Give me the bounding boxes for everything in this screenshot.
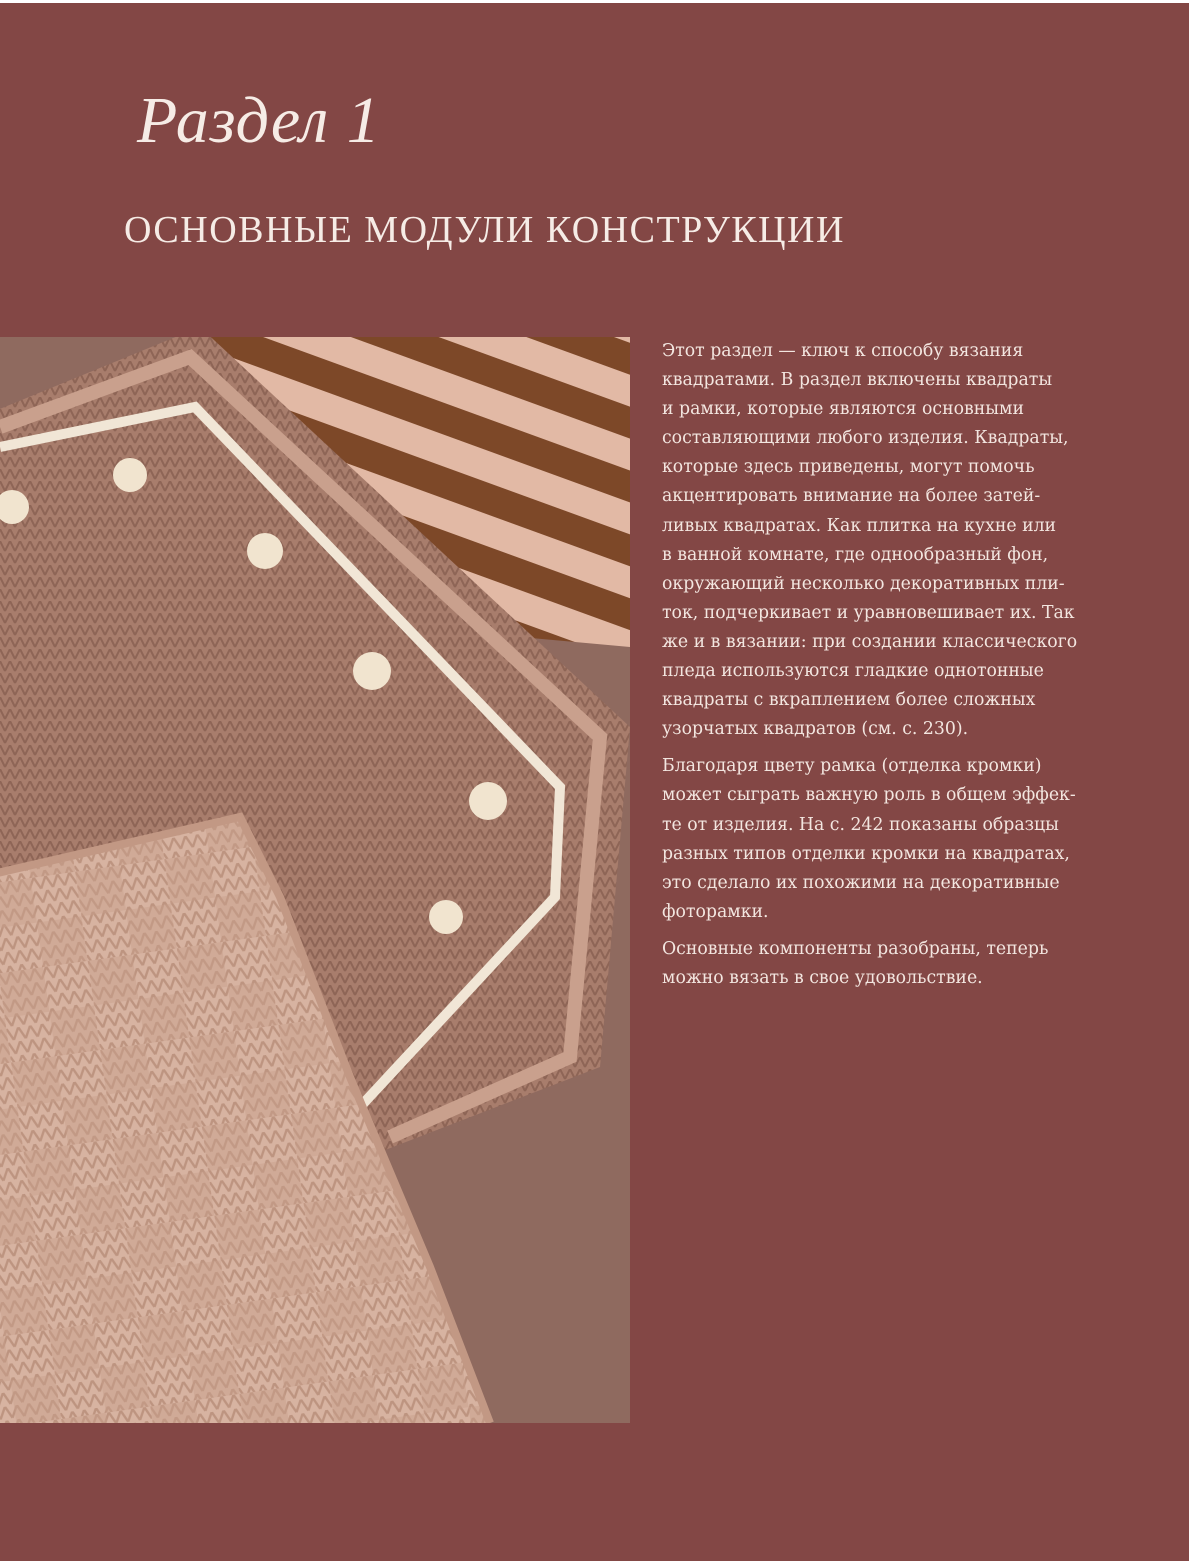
paragraph-1: [662, 337, 1102, 744]
text-line: и рамки, которые являются основными: [662, 399, 1024, 420]
text-line: Благодаря цвету рамка (отделка кромки): [662, 756, 1042, 777]
text-line: акцентировать внимание на более затей-: [662, 486, 1041, 507]
text-line: составляющими любого изделия. Квадраты,: [662, 428, 1069, 449]
text-line: Основные компоненты разобраны, теперь: [662, 938, 1049, 959]
text-line: Этот раздел — ключ к способу вязания: [662, 341, 1024, 361]
text-line: окружающий несколько декоративных пли-: [662, 573, 1065, 594]
section-title: ОСНОВНЫЕ МОДУЛИ КОНСТРУКЦИИ: [124, 209, 845, 251]
paragraph-2: [662, 752, 1102, 927]
text-line: ливых квадратах. Как плитка на кухне или: [662, 515, 1057, 536]
text-line: квадраты с вкраплением более сложных: [662, 690, 1036, 711]
text-line: которые здесь приведены, могут помочь: [662, 457, 1035, 478]
body-text: [662, 337, 1102, 1001]
text-line: пледа используются гладкие однотонные: [662, 661, 1044, 682]
text-line: фоторамки.: [662, 901, 769, 922]
paragraph-3: [662, 935, 1102, 993]
page: [0, 3, 1189, 1561]
text-line: узорчатых квадратов (см. с. 230).: [662, 719, 969, 740]
text-line: разных типов отделки кромки на квадратах,: [662, 843, 1070, 864]
section-label: Раздел 1: [137, 84, 381, 157]
text-line: может сыграть важную роль в общем эффек-: [662, 785, 1076, 806]
knitted-squares-photo: [0, 337, 630, 1423]
text-line: же и в вязании: при создании классического: [662, 631, 1078, 652]
text-line: ток, подчеркивает и уравновешивает их. Так: [662, 602, 1075, 623]
text-line: квадратами. В раздел включены квадраты: [662, 370, 1053, 391]
text-line: можно вязать в свое удовольствие.: [662, 967, 983, 988]
text-line: в ванной комнате, где однообразный фон,: [662, 544, 1049, 565]
text-line: те от изделия. На с. 242 показаны образцы: [662, 814, 1059, 835]
text-line: это сделало их похожими на декоративные: [662, 872, 1060, 893]
